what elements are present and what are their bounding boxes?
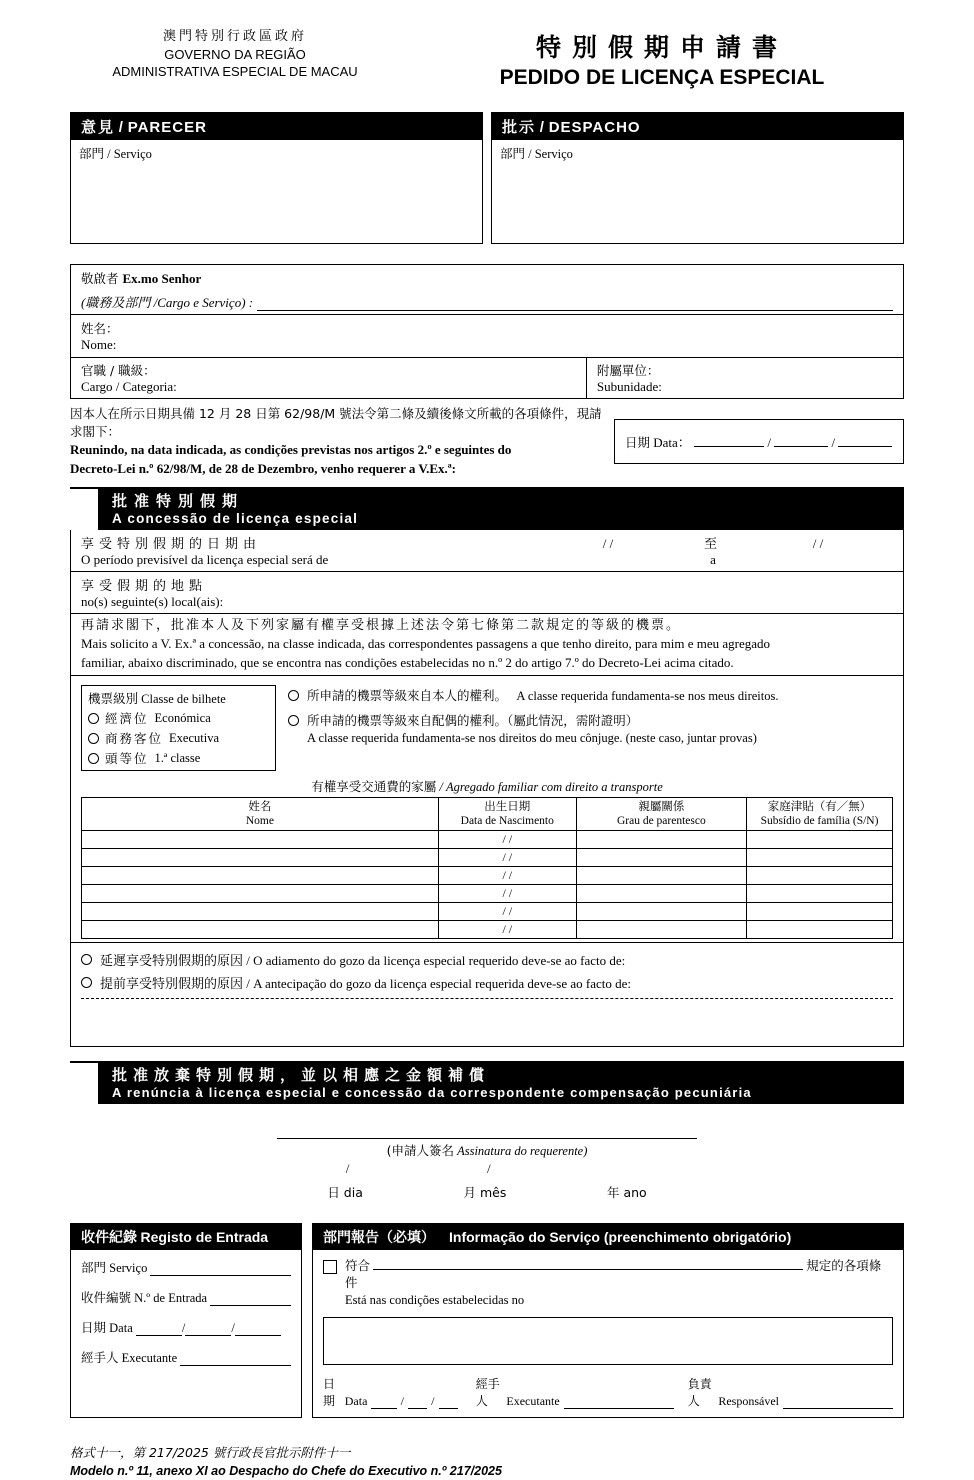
renuncia-bar-row [70,1061,904,1104]
cargo-label-cn: 官職 / 職級： [81,363,156,378]
cargo-subunidade-box [70,357,904,399]
option-executiva-cn: 商務客位 [105,731,164,747]
reason-antecipacao-text [100,973,631,992]
table-row[interactable] [82,903,893,921]
reason-adiamento-text [100,950,625,969]
cell-grau[interactable] [576,849,746,867]
page-title-pt: PEDIDO DE LICENÇA ESPECIAL [499,66,825,89]
data-input-month[interactable] [774,446,828,447]
registo-entrada-header [71,1224,301,1250]
despacho-header [492,113,903,140]
ticket-class-wrap [81,679,893,775]
ticket-class-header-pt: Classe de bilhete [141,692,226,707]
table-row[interactable] [82,849,893,867]
option-executiva-pt: Executiva [169,730,219,745]
reason-antecipacao[interactable] [81,973,893,992]
subunidade-cell[interactable] [587,358,903,398]
option-primeira-cn: 頭等位 [105,751,149,767]
ticket-class-option-executiva[interactable] [88,729,269,747]
reason-antecipacao-pt: / A antecipação do gozo da licença especial requerida deve-se ao facto de: [246,976,632,992]
servico-foot-exec-pt: Executante [506,1393,560,1408]
nome-label-pt: Nome: [81,337,117,352]
registo-numero-label [81,1288,207,1306]
col-header-data-pt: Data de Nascimento [460,815,554,828]
cell-grau[interactable] [576,831,746,849]
despacho-header-cn: 批示 [502,118,537,136]
nome-box[interactable] [70,314,904,357]
servico-condition-row[interactable] [323,1258,893,1309]
data-label-cn: 日期 [625,435,651,450]
registo-executante-pt: Executante [121,1351,178,1366]
cell-subsidio[interactable] [747,867,893,885]
period-label-pt: O período previsível da licença especial será de [81,551,329,567]
signature-date-slashes [277,1161,697,1177]
family-table-title-cn: 有權享受交通費的家屬 [311,779,437,795]
registo-servico-cn: 部門 [81,1260,107,1276]
registo-data-pt: Data [109,1321,133,1336]
local-label-pt: no(s) seguinte(s) local(ais): [81,593,224,609]
period-line-pt [81,552,893,568]
table-row[interactable] [82,885,893,903]
col-header-data-cn: 出生日期 [484,799,531,814]
addressee-section [70,264,904,399]
family-table-body [82,831,893,939]
renuncia-bar-pt: A renúncia à licença especial e concessão da correspondente compensação pecuniária [112,1085,752,1101]
reunindo-section [70,399,904,479]
signature-caption [277,1141,697,1159]
page-title [400,28,904,90]
registo-numero-pt: N.º de Entrada [134,1291,208,1306]
local-row[interactable] [71,572,903,614]
parecer-despacho-section [70,112,904,244]
registo-servico-input[interactable] [150,1263,291,1276]
reason-adiamento[interactable] [81,950,893,969]
servico-condition-tail-cn: 規定的各項條件 [345,1258,882,1291]
signature-caption-cn: (申請人簽名 [386,1143,454,1159]
addressee-label-cn: 敬啟者 [81,271,119,286]
servico-foot-day[interactable] [371,1408,396,1409]
ticket-class-row [71,676,903,943]
period-to-date[interactable]: / / [812,535,824,551]
bottom-section [70,1223,904,1418]
cell-nome[interactable] [82,903,439,921]
tickets-request-cn: 再請求閣下，批准本人及下列家屬有權享受根據上述法令第七條第二款規定的等級的機票。 [81,617,682,633]
registo-servico-pt: Serviço [109,1261,148,1276]
cargo-categoria-cell[interactable] [71,358,587,398]
family-table-head [82,798,893,831]
registo-numero-input[interactable] [210,1293,291,1306]
servico-foot-resp-pt: Responsável [718,1393,779,1408]
col-header-data-nascimento [438,798,576,831]
col-header-nome [82,798,439,831]
reunindo-text [70,405,614,479]
servico-condition-text [345,1258,893,1309]
addressee-label-pt: Ex.mo Senhor [122,271,202,286]
family-table-header-row [82,798,893,831]
reasons-row [71,943,903,1046]
ticket-right-spouse-pt: A classe requerida fundamenta-se nos direitos do meu cônjuge. (neste caso, juntar provas) [307,731,757,746]
table-row[interactable] [82,867,893,885]
ticket-right-own-pt: A classe requerida fundamenta-se nos meus direitos. [516,689,779,704]
sig-slash-2: / [486,1161,491,1177]
despacho-header-pt: DESPACHO [548,119,641,136]
main-box [70,530,904,1047]
data-label-pt: Data： [653,435,691,450]
page-header [0,0,974,90]
reason-adiamento-pt: / O adiamento do gozo da licença especial requerido deve-se ao facto de: [246,953,626,969]
registo-servico-label [81,1258,147,1276]
cell-subsidio[interactable] [747,903,893,921]
servico-foot-exec-cn: 經手人 [475,1376,500,1408]
cell-nome[interactable] [82,867,439,885]
data-input-day[interactable] [694,446,764,447]
ticket-right-spouse-text [307,712,757,748]
family-table [81,797,893,939]
registo-data-cn: 日期 [81,1320,107,1336]
parecer-service-label: 部門 / Serviço [79,147,152,161]
government-name-pt-line1: GOVERNO DA REGIÃO [164,46,306,62]
period-row [71,530,903,572]
signature-date-labels [277,1183,697,1201]
registo-data-year[interactable] [235,1335,281,1336]
nome-label-cn: 姓名： [81,321,119,336]
radio-icon[interactable] [81,954,92,965]
cell-nome[interactable] [82,831,439,849]
cell-data[interactable]: / / [438,921,576,939]
cargo-servico-input[interactable] [257,297,893,311]
reason-free-text-area[interactable] [81,999,893,1043]
main-body [70,530,904,1047]
servico-foot-resp-cn: 負責人 [687,1376,712,1408]
servico-info-header [313,1224,903,1250]
ticket-rights-group [288,685,893,771]
cell-data[interactable]: / / [438,903,576,921]
reason-adiamento-cn: 延遲享受特別假期的原因 [100,954,244,970]
cell-data[interactable]: / / [438,885,576,903]
page-title-cn: 特別假期申請書 [535,33,788,62]
ticket-class-header-cn: 機票級別 [88,691,139,707]
radio-icon[interactable] [88,753,99,764]
tickets-request-row [71,614,903,676]
signature-caption-pt: Assinatura do requerente) [457,1144,588,1159]
cell-subsidio[interactable] [747,921,893,939]
registo-header-pt: Registo de Entrada [140,1229,269,1246]
signature-section [70,1138,904,1201]
ticket-right-spouse-cn: 所申請的機票等級來自配偶的權利。（屬此情況，需附證明） [307,712,639,728]
cargo-label-pt: Cargo / Categoria: [81,379,177,394]
registo-data-day[interactable] [136,1335,182,1336]
tickets-request-text [81,617,893,672]
concessao-bar-row [70,487,904,530]
concessao-checkbox[interactable] [70,487,98,489]
sig-slash-1: / [345,1161,350,1177]
ticket-class-option-economica[interactable] [88,709,269,727]
condition-checkbox[interactable] [323,1260,337,1274]
registo-data-month[interactable] [185,1335,231,1336]
period-to-cn: 至 [703,536,722,552]
col-header-nome-cn: 姓名 [248,799,272,814]
tickets-request-pt-line2: familiar, abaixo discriminado, que se encontra nas condições estabelecidas no n.º 2 do artigo 7.º do Decreto-Lei acima citado. [81,654,734,670]
registo-entrada-body [71,1250,301,1386]
data-input-year[interactable] [838,446,892,447]
col-header-nome-pt: Nome [245,815,274,828]
footer-pt: Modelo n.º 11, anexo XI ao Despacho do Chefe do Executivo n.º 217/2025 [70,1463,502,1478]
ticket-class-box [81,685,276,771]
table-row[interactable] [82,831,893,849]
period-from-date[interactable]: / / [602,535,614,551]
servico-foot-exec-input[interactable] [564,1397,674,1409]
family-table-title [81,775,893,797]
radio-icon[interactable] [288,690,299,701]
concessao-bar-pt: A concessão de licença especial [112,510,359,526]
cell-grau[interactable] [576,867,746,885]
servico-foot-resp-input[interactable] [783,1397,893,1409]
despacho-field[interactable] [492,140,903,243]
cell-data[interactable]: / / [438,867,576,885]
signature-line[interactable] [277,1138,697,1139]
footer-cn: 格式十一，第 217/2025 號行政長官批示附件十一 [70,1444,351,1460]
government-name-pt-line2: ADMINISTRATIVA ESPECIAL DE MACAU [112,64,358,80]
nome-row [71,315,903,357]
servico-header-cn: 部門報告（必填） [323,1230,435,1247]
registo-numero-cn: 收件編號 [81,1290,132,1306]
cell-data[interactable]: / / [438,849,576,867]
family-table-title-pt: / Agregado familiar com direito a transporte [439,780,663,795]
table-row[interactable] [82,921,893,939]
cell-data[interactable]: / / [438,831,576,849]
cell-subsidio[interactable] [747,885,893,903]
ticket-class-header [88,689,269,707]
parecer-header [71,113,482,140]
servico-condition-cn: 符合 [345,1258,371,1274]
government-name-cn: 澳門特別行政區政府 [162,29,307,44]
servico-foot-data-cn: 日期 [323,1376,336,1408]
local-label-cn: 享受假期的地點 [81,578,208,594]
cell-grau[interactable] [576,885,746,903]
col-header-subsidio-familia [747,798,893,831]
servico-header-pt: Informação do Serviço (preenchimento obrigatório) [449,1229,792,1246]
servico-condition-input-top[interactable] [373,1258,803,1270]
sig-day-label: 日 dia [327,1185,363,1201]
servico-foot-month[interactable] [408,1408,427,1409]
ticket-right-spouse[interactable] [288,712,893,748]
reason-antecipacao-cn: 提前享受特別假期的原因 [100,977,244,993]
parecer-field[interactable] [71,140,482,243]
servico-info-box [312,1223,904,1418]
concessao-bar [98,487,904,530]
despacho-box [491,112,904,244]
option-economica-pt: Económica [154,710,211,725]
registo-field-servico[interactable] [81,1258,291,1276]
servico-info-body [313,1250,903,1417]
col-header-grau-pt: Grau de parentesco [616,815,706,828]
parecer-header-cn: 意見 [81,118,116,136]
registo-data-label [81,1318,133,1336]
despacho-header-sep: / [539,119,545,136]
reunindo-text-cn: 因本人在所示日期具備 12 月 28 日第 62/98/M 號法令第二條及續後條文所載的各項條件，現請求閣下： [70,406,602,440]
registo-executante-label [81,1348,177,1366]
ticket-right-own-text [307,687,778,706]
ticket-right-own-cn: 所申請的機票等級來自本人的權利。 [307,688,508,704]
addressee-row [71,265,903,292]
col-header-grau-parentesco [576,798,746,831]
concessao-bar-cn: 批准特別假期 [112,491,245,510]
renuncia-checkbox[interactable] [70,1061,98,1063]
option-primeira-pt: 1.ª classe [154,750,201,765]
reunindo-text-pt-line2: Decreto-Lei n.º 62/98/M, de 28 de Dezembro, venho requerer a V.Ex.ª: [70,461,456,477]
sig-month-label: 月 mês [463,1185,507,1201]
ticket-class-option-primeira[interactable] [88,749,269,767]
registo-executante-input[interactable] [180,1353,291,1366]
cell-nome[interactable] [82,921,439,939]
data-field-box[interactable]: 日期 Data： / / [614,419,904,464]
renuncia-bar-cn: 批准放棄特別假期，並以相應之金額補償 [112,1066,491,1085]
addressee-box [70,264,904,314]
radio-icon[interactable] [88,713,99,724]
cell-grau[interactable] [576,903,746,921]
signature-block [277,1138,697,1201]
period-line-cn [81,533,893,552]
subunidade-label-pt: Subunidade: [596,379,662,394]
cell-nome[interactable] [82,885,439,903]
registo-executante-cn: 經手人 [81,1350,119,1366]
government-block [70,28,400,81]
reunindo-text-pt-line1: Reunindo, na data indicada, as condições previstas nos artigos 2.º e seguintes do [70,442,512,458]
col-header-subsidio-cn: 家庭津貼（有／無） [767,799,872,814]
option-economica-cn: 經濟位 [105,711,149,727]
col-header-subsidio-pt: Subsídio de família (S/N) [760,815,879,828]
ticket-right-own[interactable] [288,687,893,706]
tickets-request-pt-line1: Mais solicito a V. Ex.ª a concessão, na classe indicada, das correspondentes passagens a que tenho direito, para mim e meu agregado [81,636,770,652]
cargo-servico-row[interactable] [71,292,903,314]
radio-icon[interactable] [81,977,92,988]
servico-notes-area[interactable] [323,1317,893,1365]
col-header-grau-cn: 親屬關係 [638,799,685,814]
renuncia-bar [98,1061,904,1104]
servico-condition-pt: Está nas condições estabelecidas no [345,1292,525,1307]
cell-grau[interactable] [576,921,746,939]
registo-field-executante[interactable] [81,1348,291,1366]
parecer-header-pt: PARECER [127,119,207,136]
servico-foot-data-pt: Data [344,1393,368,1408]
parecer-box [70,112,483,244]
form-footer [70,1444,904,1480]
registo-entrada-box [70,1223,302,1418]
servico-foot-year[interactable] [439,1408,458,1409]
registo-field-data[interactable]: 日期 Data / / [81,1318,291,1336]
despacho-service-label: 部門 / Serviço [500,147,573,161]
radio-icon[interactable] [288,715,299,726]
servico-footer-line: 日期 Data / / 經手人 Executante 負責人 Responsável [323,1375,893,1409]
radio-icon[interactable] [88,733,99,744]
period-to-pt: a [710,551,716,567]
parecer-header-sep: / [118,119,124,136]
cell-nome[interactable] [82,849,439,867]
cell-subsidio[interactable] [747,849,893,867]
subunidade-label-cn: 附屬單位： [596,363,660,378]
cargo-servico-label: (職務及部門 /Cargo e Serviço) : [81,295,254,310]
registo-field-numero[interactable] [81,1288,291,1306]
sig-year-label: 年 ano [606,1185,647,1201]
registo-header-cn: 收件紀錄 [81,1230,137,1247]
cell-subsidio[interactable] [747,831,893,849]
period-label-cn: 享受特別假期的日期由 [81,536,262,552]
